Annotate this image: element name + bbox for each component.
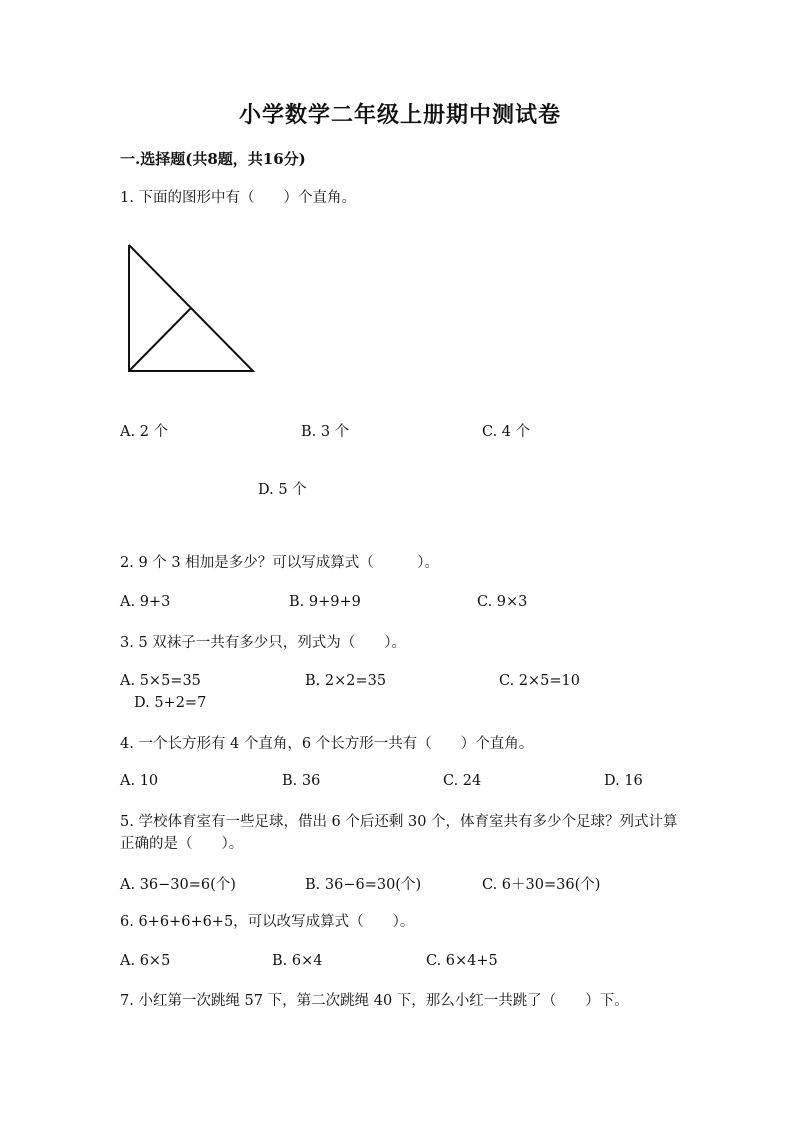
q3-option-b[interactable]: B. 2×2=35 — [305, 673, 387, 689]
question-1: 1. 下面的图形中有（ ）个直角。 — [120, 190, 356, 206]
q3-option-a[interactable]: A. 5×5=35 — [120, 673, 201, 689]
question-7: 7. 小红第一次跳绳 57 下，第二次跳绳 40 下，那么小红一共跳了（ ）下。 — [120, 993, 629, 1009]
q5-option-b[interactable]: B. 36−6=30(个) — [305, 877, 422, 893]
q3-option-c[interactable]: C. 2×5=10 — [499, 673, 580, 689]
question-2: 2. 9 个 3 相加是多少？可以写成算式（ ）。 — [120, 555, 439, 571]
q6-option-c[interactable]: C. 6×4+5 — [426, 953, 498, 969]
q4-option-b[interactable]: B. 36 — [282, 773, 321, 789]
q4-option-a[interactable]: A. 10 — [120, 773, 159, 789]
q4-option-c[interactable]: C. 24 — [443, 773, 482, 789]
q6-option-b[interactable]: B. 6×4 — [272, 953, 323, 969]
q2-option-a[interactable]: A. 9+3 — [120, 594, 171, 610]
q4-option-d[interactable]: D. 16 — [604, 773, 643, 789]
q2-option-c[interactable]: C. 9×3 — [477, 594, 528, 610]
q3-option-d[interactable]: D. 5+2=7 — [134, 695, 207, 711]
triangle-altitude — [129, 308, 191, 371]
q1-option-c[interactable]: C. 4 个 — [482, 424, 531, 440]
section-heading: 一.选择题(共8题，共16分) — [120, 150, 306, 168]
q1-option-d[interactable]: D. 5 个 — [258, 482, 307, 498]
q6-option-a[interactable]: A. 6×5 — [120, 953, 171, 969]
question-4: 4. 一个长方形有 4 个直角，6 个长方形一共有（ ）个直角。 — [120, 736, 534, 752]
q5-option-c[interactable]: C. 6＋30=36(个) — [482, 877, 601, 893]
question-5: 5. 学校体育室有一些足球，借出 6 个后还剩 30 个，体育室共有多少个足球？列式计算正确的是（ ）。 — [120, 814, 678, 852]
page-title: 小学数学二年级上册期中测试卷 — [238, 102, 561, 128]
q2-option-b[interactable]: B. 9+9+9 — [289, 594, 361, 610]
triangle-figure — [120, 238, 260, 378]
question-6: 6. 6+6+6+6+5，可以改写成算式（ ）。 — [120, 914, 415, 930]
question-3: 3. 5 双袜子一共有多少只，列式为（ ）。 — [120, 635, 407, 651]
q5-option-a[interactable]: A. 36−30=6(个) — [120, 877, 236, 893]
q1-option-a[interactable]: A. 2 个 — [120, 424, 169, 440]
q1-option-b[interactable]: B. 3 个 — [301, 424, 350, 440]
